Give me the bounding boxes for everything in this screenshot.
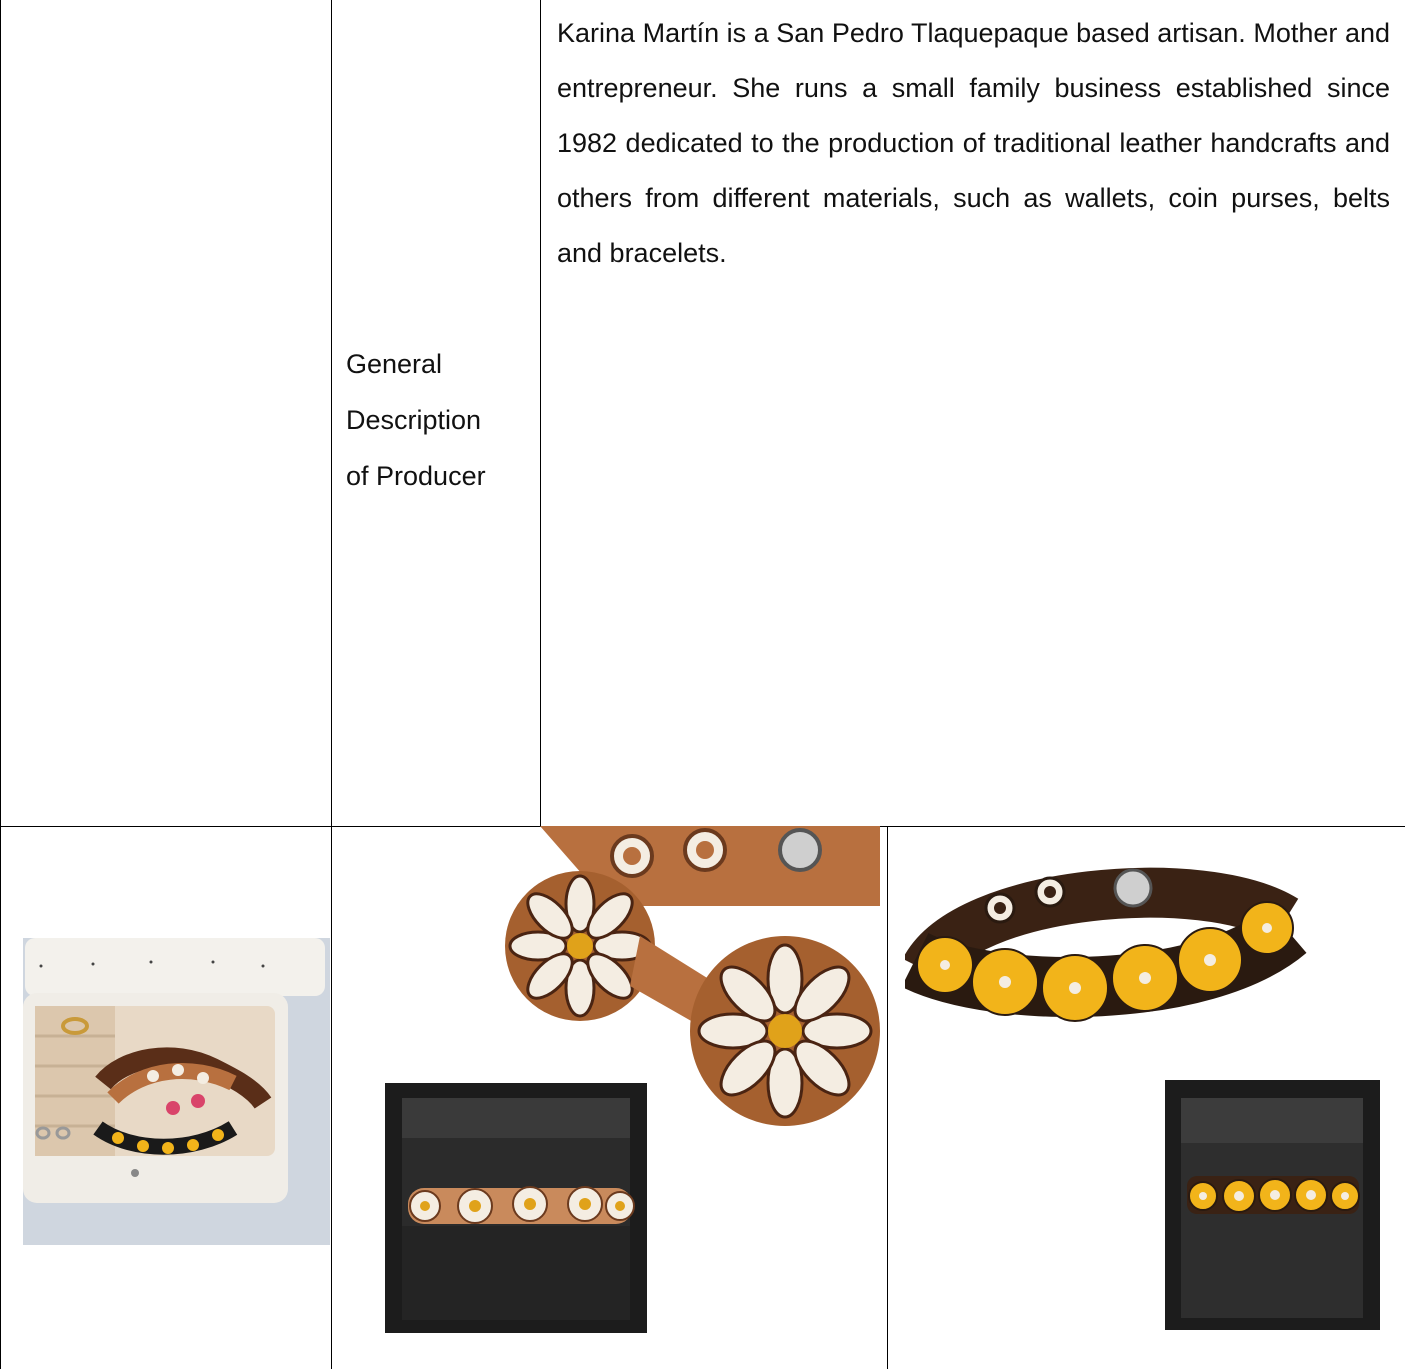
- table-border-col2: [540, 0, 541, 827]
- producer-description-text: Karina Martín is a San Pedro Tlaquepaque based artisan. Mother and entrepreneur. She runs a small family business established since 1982 dedicated to the production of traditional leather handcrafts and others from different materials, such as wallets, coin purses, belts and bracelets.: [557, 18, 1390, 268]
- table-border-col2b: [887, 827, 888, 1369]
- producer-description-label: [346, 336, 526, 504]
- dark-yellow-flower-bracelet-photo: [905, 850, 1405, 1350]
- label-line: of Producer: [346, 461, 486, 491]
- dark-bracelet-illustration: [905, 850, 1405, 1350]
- tan-bracelet-illustration: [380, 826, 880, 1366]
- table-border-col1: [331, 0, 332, 1369]
- table-border-left: [0, 0, 1, 1369]
- label-line: General: [346, 349, 443, 379]
- tan-white-flower-bracelet-photo: [380, 826, 880, 1366]
- jewelry-box-photo: [23, 938, 330, 1245]
- jewelry-case-illustration: [23, 938, 330, 1245]
- label-line: Description: [346, 405, 482, 435]
